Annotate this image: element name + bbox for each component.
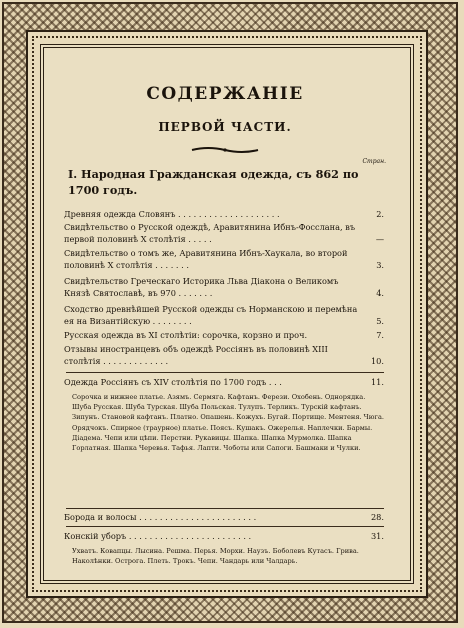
horse-tack-list: Ухватъ. Ковапцы. Лысина. Решма. Перья. Морхи. Наузъ. Боболевъ Кутасъ. Грива. Наколѣнки. Острога. Плеть. Трокъ. Чепи. Чандарь или Чалдарь. <box>72 547 359 566</box>
entry-text: Свидѣтельство Греческаго Историка Льва Діакона о Великомъ Князѣ Святославѣ, въ 970 . . . . . . . <box>64 276 339 298</box>
entry-page: 2. <box>376 209 384 219</box>
entry-page: 28. <box>370 512 384 522</box>
page-column-label: Стран. <box>362 158 386 165</box>
entry-page: 31. <box>370 531 384 541</box>
toc-entry <box>64 303 386 327</box>
entry-page: 4. <box>376 288 384 298</box>
entry-text: Русская одежда въ XI столѣтіи: сорочка, корзно и проч. <box>64 330 308 340</box>
entry-text: Древняя одежда Словянъ . . . . . . . . . . . . . . . . . . . . <box>64 209 280 219</box>
divider <box>66 526 384 527</box>
toc-entry-beard <box>64 511 386 523</box>
entry-text: Сходство древнѣйшей Русской одежды съ Норманскою и перемѣна ея на Византійскую . . . . . . . . <box>64 304 358 326</box>
page-subtitle: ПЕРВОЙ ЧАСТИ. <box>158 120 292 134</box>
entry-page: 11. <box>370 377 384 387</box>
entry-text: Отзывы иностранцевъ объ одеждѣ Россіянъ въ половинѣ XIII столѣтія . . . . . . . . . . . . . <box>64 344 328 366</box>
divider <box>66 372 384 373</box>
entry-page: 5. <box>376 316 384 326</box>
entry-page: 10. <box>370 356 384 366</box>
toc-entry <box>64 329 386 341</box>
toc-entry <box>64 376 386 388</box>
ornament-divider <box>190 146 260 154</box>
toc-entry <box>64 221 386 245</box>
toc-entry <box>64 343 386 367</box>
toc-entry <box>64 275 386 299</box>
entry-page: 3. <box>376 260 384 270</box>
entry-page: 7. <box>376 330 384 340</box>
toc-entry <box>64 208 386 220</box>
entry-text: Конскій уборъ . . . . . . . . . . . . . . . . . . . . . . . . <box>64 531 252 541</box>
clothing-list: Сорочка и нижнее платье. Азямъ. Сермяга. Кафтанъ. Ферези. Охобень. Однорядка. Шуба Русская. Шуба Турская. Шуба Польская. Тулупъ. Терликъ. Турскій кафтанъ. Зипунъ. Становой кафтанъ. Платно. Опашень. Кожухъ. Бугай. Портище. Ментеня. Чюга. Орядчокъ. Спирное (траурное) платье. Поясъ. Кушакъ. Ожерелья. Наплечки. Бармы. Діадема. Чепи или цѣпи. Перстни. Рукавицы. Шапка. Шапка Мурмолка. Шапка Горлатная. Шапка Черевья. Тафья. Лапти. Чоботы или Сапоги. Башмаки и Чулки. <box>72 393 385 453</box>
toc-entry <box>64 247 386 271</box>
divider <box>66 508 384 509</box>
toc-entry-horse <box>64 530 386 542</box>
entry-text: Одежда Россіянъ съ XIV столѣтія по 1700 годъ . . . <box>64 377 282 387</box>
entry-text: Свидѣтельство о Русской одеждѣ, Аравитянина Ибнъ-Фосслана, въ первой половинѣ X столѣтія . . . . . <box>64 222 356 244</box>
entry-text: Борода и волосы . . . . . . . . . . . . . . . . . . . . . . . <box>64 512 257 522</box>
page-title: СОДЕРЖАНІЕ <box>146 84 304 104</box>
section-heading: I. Народная Гражданская одежда, съ 862 по 1700 годъ. <box>68 167 359 197</box>
entry-text: Свидѣтельство о томъ же, Аравитянина Ибнъ-Хаукала, во второй половинѣ X столѣтія . . . . . . . <box>64 248 348 270</box>
entry-page: — <box>375 234 384 244</box>
